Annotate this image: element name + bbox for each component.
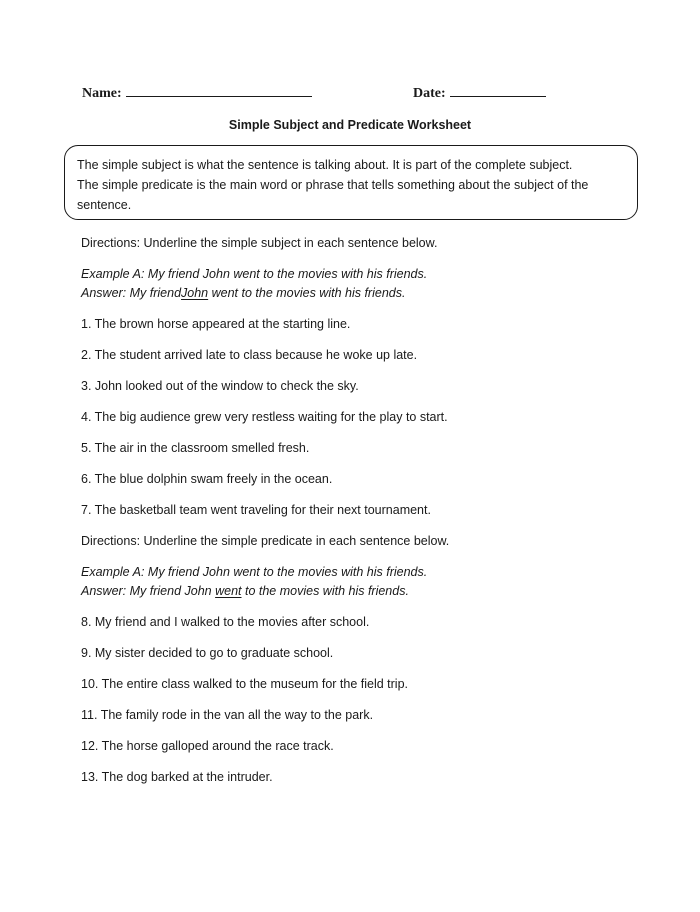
sentence-item: 1. The brown horse appeared at the starting line. (81, 317, 351, 331)
answer-prefix: Answer: My friend (81, 285, 182, 300)
sentence-item: 3. John looked out of the window to check the sky. (81, 379, 359, 393)
date-field (413, 82, 546, 102)
example-answer (81, 582, 641, 601)
example-answer (81, 284, 641, 303)
definition-subject: The simple subject is what the sentence is talking about. It is part of the complete subject. (77, 158, 573, 172)
example-sentence: Example A: My friend John went to the movies with his friends. (81, 267, 428, 281)
sentence-item: 13. The dog barked at the intruder. (81, 770, 273, 784)
underlined-subject: John (181, 285, 209, 300)
sentence-item: 11. The family rode in the van all the way to the park. (81, 708, 374, 722)
answer-suffix: to the movies with his friends. (241, 583, 409, 598)
example-predicate (81, 563, 641, 600)
sentence-item: 4. The big audience grew very restless waiting for the play to start. (81, 410, 448, 424)
sentence-item: 12. The horse galloped around the race track. (81, 739, 334, 753)
sentence-item: 6. The blue dolphin swam freely in the ocean. (81, 472, 333, 486)
worksheet-content (81, 234, 641, 799)
underlined-predicate: went (215, 583, 242, 598)
answer-prefix: Answer: My friend John (81, 583, 216, 598)
definition-predicate: The simple predicate is the main word or phrase that tells something about the subject of the sentence. (77, 178, 589, 212)
example-subject (81, 265, 641, 302)
sentence-item: 7. The basketball team went traveling for their next tournament. (81, 503, 431, 517)
date-blank-line[interactable] (450, 82, 546, 97)
name-field (82, 82, 312, 102)
date-label: Date: (413, 86, 446, 101)
name-blank-line[interactable] (126, 82, 312, 97)
sentence-item: 5. The air in the classroom smelled fresh. (81, 441, 310, 455)
sentence-item: 9. My sister decided to go to graduate school. (81, 646, 334, 660)
directions-predicate: Directions: Underline the simple predicate in each sentence below. (81, 534, 450, 548)
sentence-item: 8. My friend and I walked to the movies after school. (81, 615, 370, 629)
subject-sentence-list (81, 315, 641, 532)
definition-box (64, 145, 638, 220)
example-sentence: Example A: My friend John went to the movies with his friends. (81, 565, 428, 579)
sentence-item: 10. The entire class walked to the museum for the field trip. (81, 677, 409, 691)
worksheet-title: Simple Subject and Predicate Worksheet (228, 118, 472, 132)
sentence-item: 2. The student arrived late to class because he woke up late. (81, 348, 418, 362)
directions-subject: Directions: Underline the simple subject in each sentence below. (81, 236, 438, 250)
predicate-sentence-list (81, 613, 641, 799)
name-label: Name: (82, 86, 122, 101)
answer-suffix: went to the movies with his friends. (208, 285, 406, 300)
worksheet-header (82, 82, 562, 102)
